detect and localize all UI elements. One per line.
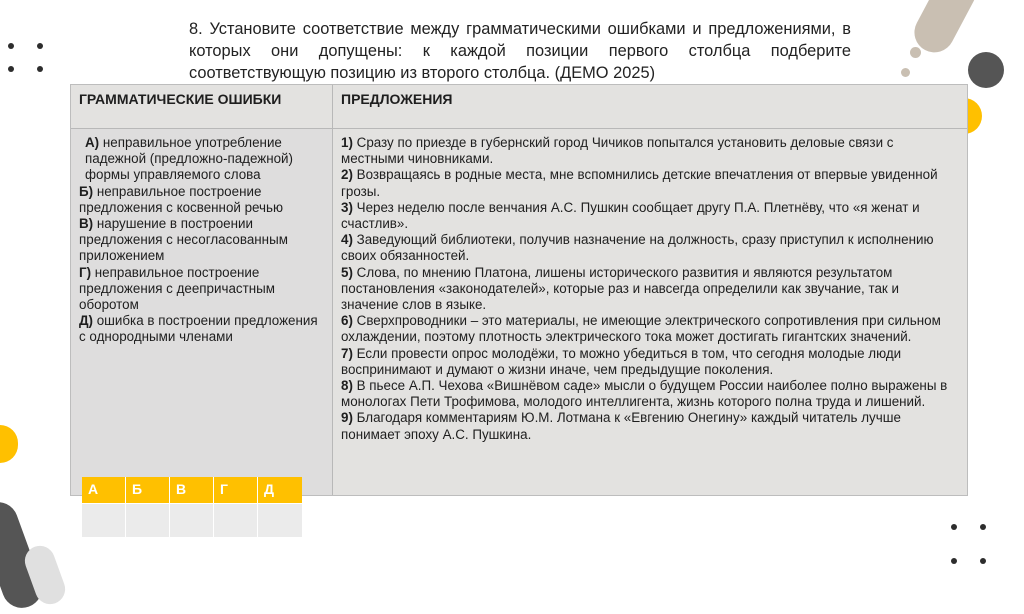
header-sentences: ПРЕДЛОЖЕНИЯ — [333, 85, 967, 129]
decor-dot — [8, 43, 14, 49]
sentence-number: 3) — [341, 199, 353, 215]
answer-cell-v[interactable] — [170, 503, 214, 537]
header-errors: ГРАММАТИЧЕСКИЕ ОШИБКИ — [71, 85, 333, 129]
answer-cell-d[interactable] — [258, 503, 302, 537]
errors-column — [71, 129, 333, 495]
decor-dot — [980, 524, 986, 530]
answer-cell-g[interactable] — [214, 503, 258, 537]
sentence-number: 4) — [341, 232, 353, 248]
decor-dot — [37, 43, 43, 49]
error-letter: Г) — [79, 264, 92, 280]
answer-cell-b[interactable] — [126, 503, 170, 537]
error-item-d — [79, 313, 326, 345]
sentence-text: Возвращаясь в родные места, мне вспомнились детские впечатления от впервые увиденной грозы. — [341, 167, 938, 199]
decor-dot — [37, 66, 43, 72]
sentence-text: В пьесе А.П. Чехова «Вишнёвом саде» мысли о будущем России наиболее полно выражены в монологах Пети Трофимова, молодого интеллигента, жизнь которого полна труда и лишений. — [341, 378, 948, 410]
sentence-text: Заведующий библиотеки, получив назначение на должность, сразу приступил к исполнению своих обязанностей. — [341, 232, 934, 264]
sentence-item-8 — [341, 378, 959, 410]
sentence-number: 5) — [341, 264, 353, 280]
decor-yellow-half-circle-left — [0, 425, 18, 463]
sentence-item-5 — [341, 265, 959, 314]
sentence-item-1 — [341, 135, 959, 167]
sentence-number: 7) — [341, 345, 353, 361]
sentence-number: 8) — [341, 378, 353, 394]
decor-dark-circle — [968, 52, 1004, 88]
answer-header-d: Д — [258, 477, 302, 503]
sentence-number: 1) — [341, 135, 353, 150]
error-item-v — [79, 216, 326, 265]
answer-header-b: Б — [126, 477, 170, 503]
sentence-item-3 — [341, 200, 959, 232]
error-item-g — [79, 265, 326, 314]
sentence-item-2 — [341, 167, 959, 199]
answer-cell-a[interactable] — [82, 503, 126, 537]
question-text: 8. Установите соответствие между грамматическими ошибками и предложениями, в которых они допущены: к каждой позиции первого столбца подберите соответствующую позицию из второго столбца. (ДЕМО 2025) — [183, 12, 855, 84]
sentences-column — [333, 129, 967, 495]
answer-grid — [82, 477, 304, 537]
error-letter: Б) — [79, 183, 94, 199]
error-text: неправильное построение предложения с косвенной речью — [79, 183, 284, 215]
sentence-item-7 — [341, 346, 959, 378]
error-text: ошибка в построении предложения с однородными членами — [79, 313, 318, 345]
sentence-number: 9) — [341, 410, 353, 426]
sentence-item-9 — [341, 410, 959, 442]
sentence-number: 6) — [341, 313, 353, 329]
sentence-text: Сверхпроводники – это материалы, не имеющие электрического сопротивления при сильном охлаждении, поэтому плотность электрического тока может достигать гигантских значений. — [341, 313, 941, 345]
sentence-text: Слова, по мнению Платона, лишены исторического развития и являются результатом постановления «законодателей», которые раз и навсегда определили как звучание, так и значение слов в языке. — [341, 264, 899, 313]
error-item-a — [79, 135, 326, 184]
decor-dot — [8, 66, 14, 72]
decor-dot — [980, 558, 986, 564]
sentence-item-4 — [341, 232, 959, 264]
sentence-item-6 — [341, 313, 959, 345]
decor-tan-dot-small — [910, 47, 921, 58]
decor-dot — [951, 524, 957, 530]
error-letter: В) — [79, 216, 94, 232]
sentence-text: Если провести опрос молодёжи, то можно убедиться в том, что сегодня молодые люди воспринимают и думают о жизни иначе, чем предыдущие поколения. — [341, 345, 902, 377]
error-text: нарушение в построении предложения с несогласованным приложением — [79, 216, 288, 264]
sentence-text: Через неделю после венчания А.С. Пушкин сообщает другу П.А. Плетнёву, что «я женат и счастлив». — [341, 199, 920, 232]
sentence-number: 2) — [341, 167, 353, 183]
error-text: неправильное построение предложения с деепричастным оборотом — [79, 264, 275, 313]
error-item-b — [79, 184, 326, 216]
decor-tan-dot-tiny — [901, 68, 910, 77]
error-text: неправильное употребление падежной (предложно-падежной) формы управляемого слова — [85, 135, 293, 183]
answer-header-v: В — [170, 477, 214, 503]
answer-header-g: Г — [214, 477, 258, 503]
error-letter: Д) — [79, 313, 93, 329]
sentence-text: Сразу по приезде в губернский город Чичиков попытался установить деловые связи с местными чиновниками. — [341, 135, 894, 167]
answer-header-a: А — [82, 477, 126, 503]
decor-dot — [951, 558, 957, 564]
error-letter: А) — [85, 135, 100, 150]
sentence-text: Благодаря комментариям Ю.М. Лотмана к «Евгению Онегину» каждый читатель лучше понимает эпоху А.С. Пушкина. — [341, 410, 901, 442]
matching-table — [70, 84, 968, 496]
